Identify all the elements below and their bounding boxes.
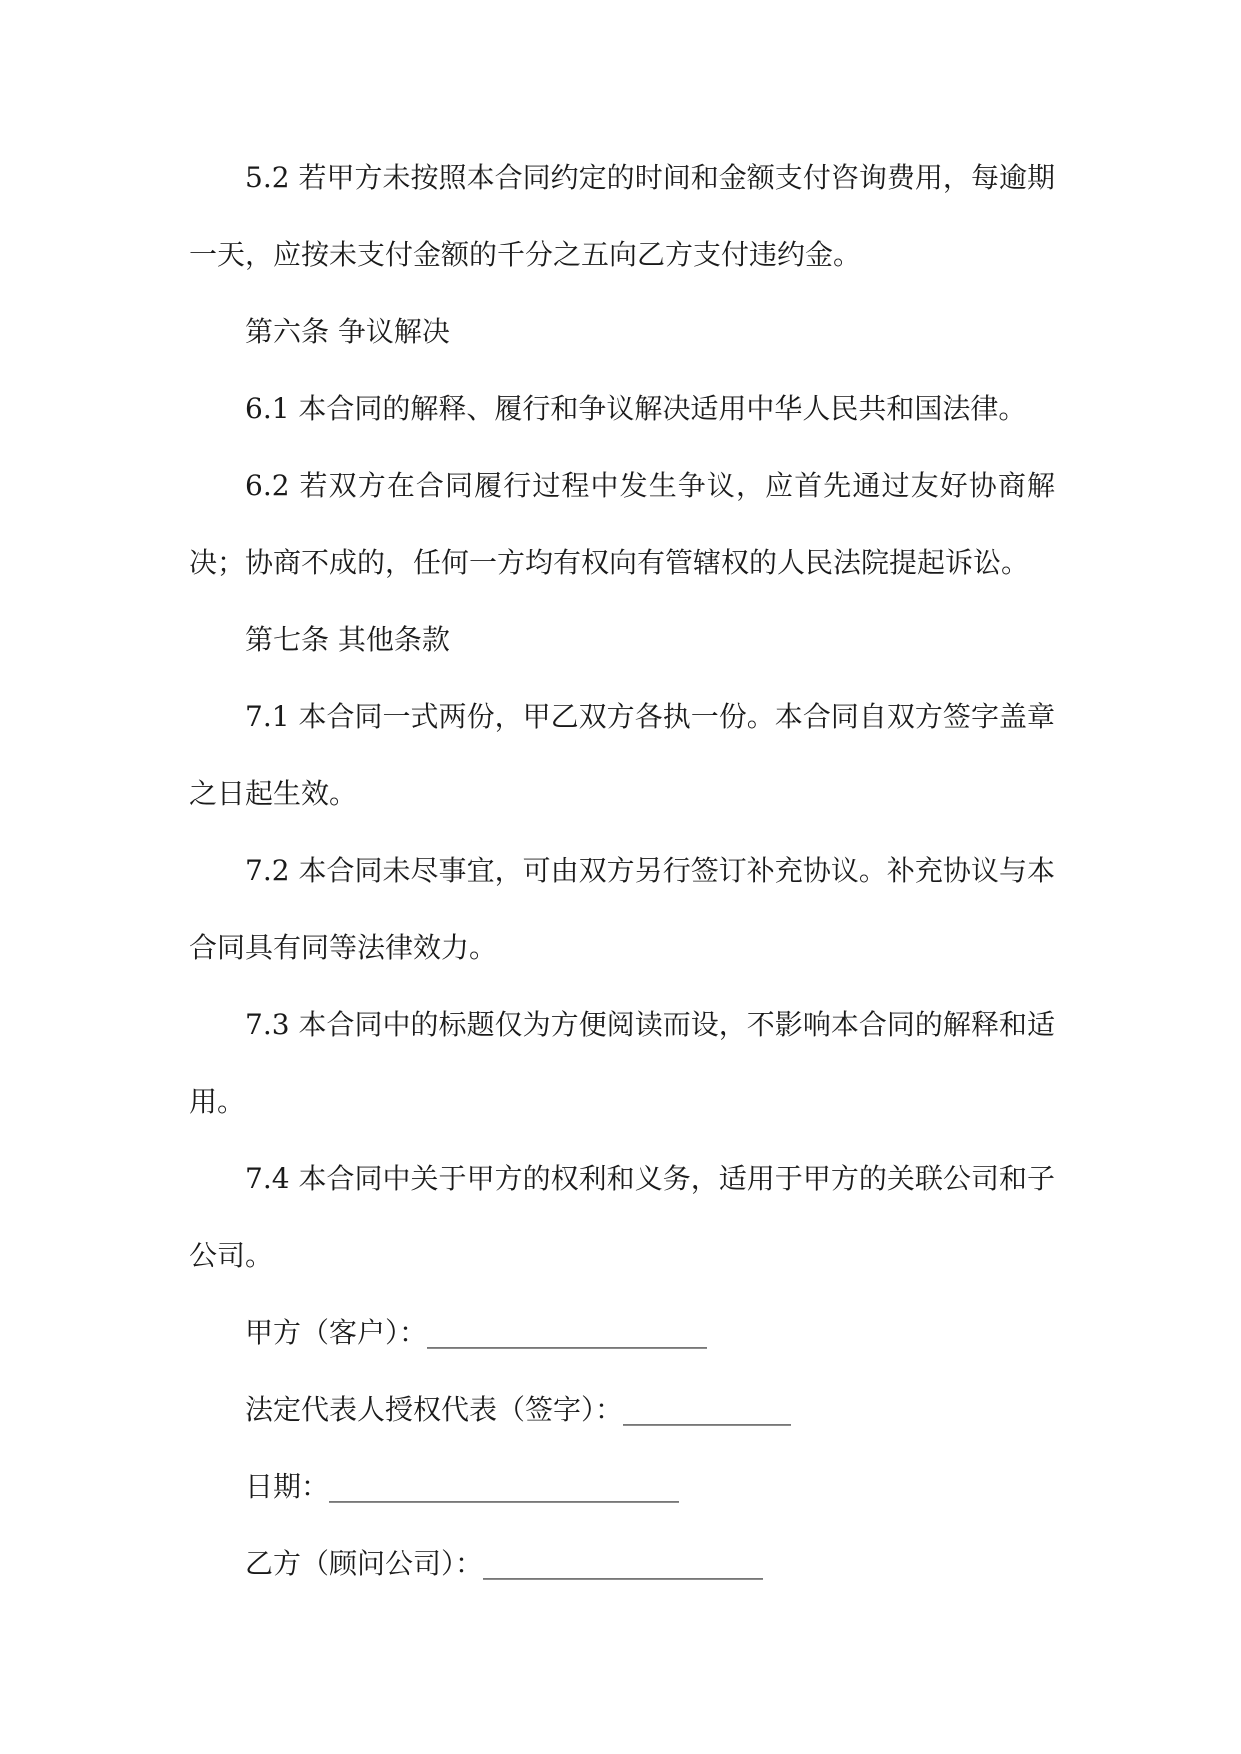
clause-6-2: 6.2 若双方在合同履行过程中发生争议，应首先通过友好协商解决；协商不成的，任何一方均有权向有管辖权的人民法院提起诉讼。: [189, 469, 1055, 579]
document-body: [189, 139, 1055, 1602]
clause-7-1: 7.1 本合同一式两份，甲乙双方各执一份。本合同自双方签字盖章之日起生效。: [189, 700, 1055, 810]
clause-5-2: 5.2 若甲方未按照本合同约定的时间和金额支付咨询费用，每逾期一天，应按未支付金额的千分之五向乙方支付违约金。: [189, 161, 1055, 271]
authorized-representative-signature-line: 法定代表人授权代表（签字）：____________: [245, 1393, 792, 1426]
clause-7-3: 7.3 本合同中的标题仅为方便阅读而设，不影响本合同的解释和适用。: [189, 1008, 1055, 1118]
party-a-signature-line: 甲方（客户）：____________________: [245, 1316, 708, 1349]
article-6-heading: 第六条 争议解决: [245, 315, 450, 348]
article-7-heading: 第七条 其他条款: [245, 623, 450, 656]
date-line: 日期：_________________________: [245, 1470, 680, 1503]
clause-7-4: 7.4 本合同中关于甲方的权利和义务，适用于甲方的关联公司和子公司。: [189, 1162, 1055, 1272]
clause-6-1: 6.1 本合同的解释、履行和争议解决适用中华人民共和国法律。: [245, 392, 1027, 425]
party-b-signature-line: 乙方（顾问公司）：____________________: [245, 1547, 764, 1580]
clause-7-2: 7.2 本合同未尽事宜，可由双方另行签订补充协议。补充协议与本合同具有同等法律效力。: [189, 854, 1055, 964]
